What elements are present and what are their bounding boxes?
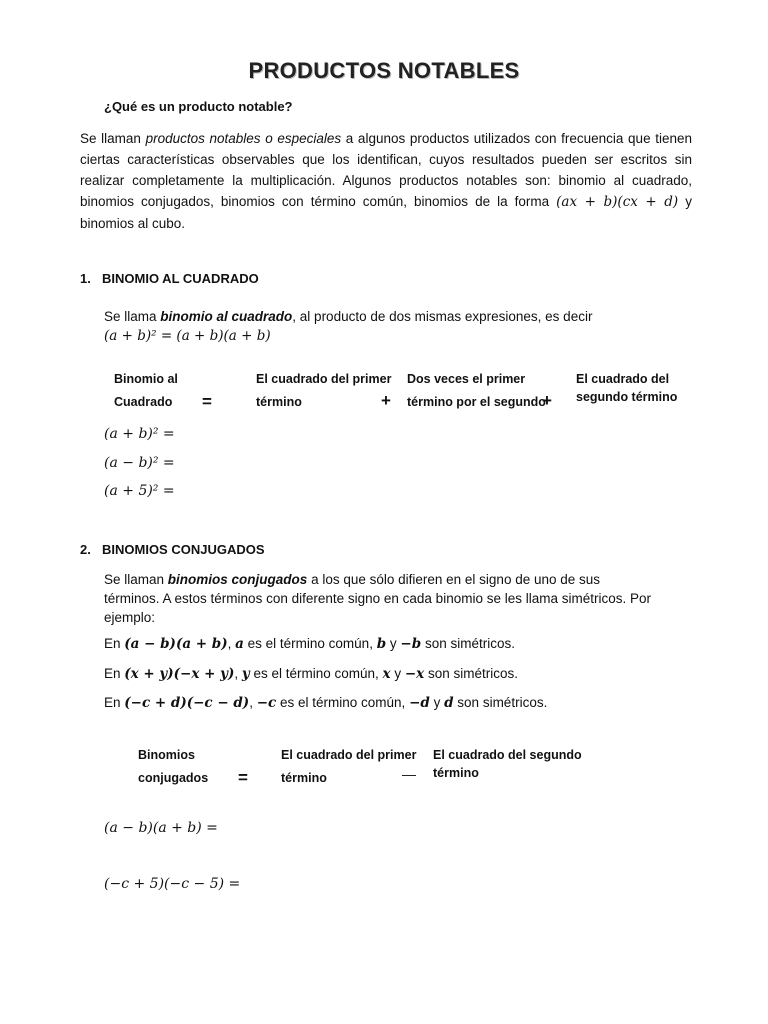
s1-label-binomio-line1: Binomio al [114,372,178,386]
s1-exercise-3: (a + 5)² = [104,483,175,499]
section-1-number: 1. [80,271,91,286]
s2-ex3-en: En [104,695,125,710]
s2-ex2-sym2: −x [404,666,425,682]
section-1-title: BINOMIO AL CUADRADO [102,271,259,286]
s2-ex2-y: y [390,666,405,681]
s2-ex1-en: En [104,636,125,651]
s2-minus-sign: — [402,766,416,782]
s2-ex3-common: −c [256,695,277,711]
s1-equals-sign: = [202,392,212,411]
s2-ex2-common: y [241,666,250,682]
section-2-heading [80,542,265,557]
s1-label-primer-line2: término [256,395,302,409]
s2-ex3-y: y [429,695,445,710]
s2-ex3-sym1: −d [409,695,430,711]
s1-label-segundo [576,370,677,406]
s1-label-dos-veces-line2: término por el segundo [407,395,546,409]
s1-plus-sign-2: + [542,391,552,410]
intro-math: (ax + b)(cx + d) [556,194,679,210]
s2-equals-sign: = [238,768,248,787]
s1-label-segundo-line2: segundo término [576,390,678,404]
s1-emphasis: binomio al cuadrado [160,309,293,324]
s2-ex2-sym1: x [382,666,391,682]
s2-ex3-sym2: d [444,695,454,711]
s2-ex1-sym2: −b [400,636,422,652]
section-2-paragraph [104,570,656,627]
s2-example-2 [104,666,518,682]
section-1-paragraph [104,307,664,346]
s1-plus-sign-1: + [381,391,391,410]
s2-ex1-expr: (a − b)(a + b) [124,636,228,652]
s2-ex3-end: son simétricos. [453,695,548,710]
s2-ex2-text: es el término común, [249,666,383,681]
s2-text-2: a los que sólo difieren en el signo de uno de sus términos. A estos términos con diferente signo en cada binomio se les llama simétricos. Por ejemplo: [104,572,652,625]
intro-text-3: y binomios al cubo. [80,194,692,231]
s2-ex2-expr: (x + y)(−x + y) [124,666,235,682]
s2-ex2-en: En [104,666,125,681]
s2-label-segundo-line1: El cuadrado del segundo [433,748,582,762]
s1-label-segundo-line1: El cuadrado del [576,372,670,386]
section-2-number: 2. [80,542,91,557]
s2-label-binomios [138,746,208,787]
s2-ex1-text: es el término común, [243,636,377,651]
s1-label-dos-veces-line1: Dos veces el primer [407,372,526,386]
question-heading: ¿Qué es un producto notable? [104,99,293,114]
s2-ex3-expr: (−c + d)(−c − d) [124,695,250,711]
s2-ex2-comma: , [234,666,242,681]
s2-text-1: Se llaman [104,572,168,587]
s2-ex1-sym1: b [376,636,387,652]
page-title: PRODUCTOS NOTABLES [248,58,520,83]
s2-example-3 [104,695,547,711]
s2-label-primer [281,746,416,787]
s2-ex1-comma: , [227,636,236,651]
s2-ex1-common: a [235,636,244,652]
s1-exercise-2: (a − b)² = [104,455,175,471]
s1-exercise-1: (a + b)² = [104,426,175,442]
s2-label-segundo [433,746,582,782]
section-2-title: BINOMIOS CONJUGADOS [102,542,265,557]
intro-text-1: Se llaman [80,131,146,146]
s2-label-binomios-line2: conjugados [138,771,209,785]
intro-emphasis: productos notables o especiales [145,131,342,146]
s1-formula: (a + b)² = (a + b)(a + b) [104,328,271,344]
s1-label-dos-veces [407,370,546,411]
s2-ex1-end: son simétricos. [421,636,515,651]
s1-label-binomio-line2: Cuadrado [114,395,173,409]
s2-exercise-2: (−c + 5)(−c − 5) = [104,876,241,892]
s1-label-primer-line1: El cuadrado del primer [256,372,392,386]
section-1-heading [80,271,259,286]
s1-label-primer [256,370,391,411]
s2-exercise-1: (a − b)(a + b) = [104,820,218,836]
s2-emphasis: binomios conjugados [167,572,308,587]
intro-text-2: a algunos productos utilizados con frecuencia que tienen ciertas características observables que los identifican, cuyos resultados pueden ser escritos sin realizar completamente la multiplicación. Algunos productos notables son: binomio al cuadrado, binomios conjugados, binomios con término común, binomios de la forma [80,131,692,209]
s1-label-binomio [114,370,178,411]
s2-example-1 [104,636,515,652]
s2-ex3-text: es el término común, [276,695,410,710]
s2-ex2-end: son simétricos. [424,666,519,681]
s1-text-1: Se llama [104,309,161,324]
s1-text-2: , al producto de dos mismas expresiones, es decir [292,309,593,324]
s2-label-primer-line2: término [281,771,327,785]
s2-label-segundo-line2: término [433,766,479,780]
intro-paragraph [80,128,692,234]
s2-label-binomios-line1: Binomios [138,748,195,762]
s2-ex3-comma: , [249,695,257,710]
s2-label-primer-line1: El cuadrado del primer [281,748,417,762]
s2-ex1-y: y [386,636,401,651]
